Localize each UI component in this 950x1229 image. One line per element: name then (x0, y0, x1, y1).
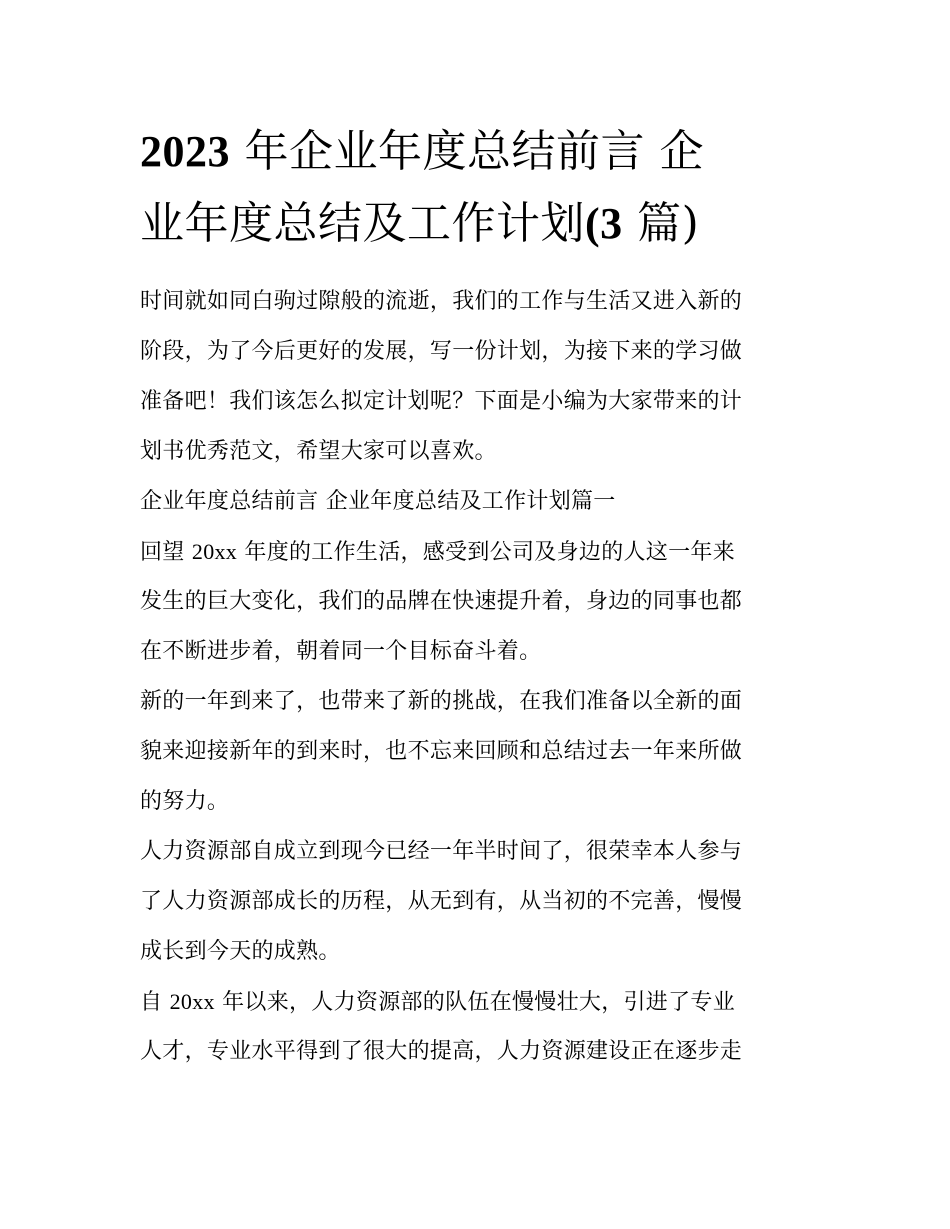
body-line: 新的一年到来了，也带来了新的挑战，在我们准备以全新的面 (140, 689, 743, 714)
body-line: 貌来迎接新年的到来时，也不忘来回顾和总结过去一年来所做 (140, 739, 743, 764)
body-line-year: 20xx (191, 539, 238, 564)
title-line-1-text: 年企业年度总结前言 企 (230, 126, 704, 177)
title-year: 2023 (140, 127, 230, 176)
title-count: (3 (585, 199, 623, 248)
body-line: 了人力资源部成长的历程，从无到有，从当初的不完善，慢慢 (140, 889, 743, 914)
body-line: 阶段，为了今后更好的发展，写一份计划，为接下来的学习做 (140, 339, 743, 364)
body-line: 在不断进步着，朝着同一个目标奋斗着。 (140, 639, 542, 664)
body-line-text: 回望 (140, 540, 192, 565)
document-title (140, 116, 820, 260)
body-line: 的努力。 (140, 789, 230, 814)
body-line: 成长到今天的成熟。 (140, 939, 341, 964)
body-line-text: 年以来，人力资源部的队伍在慢慢壮大，引进了专业 (214, 990, 735, 1015)
title-line-1 (140, 116, 820, 188)
document-body (140, 277, 812, 1077)
body-line-text: 年度的工作生活，感受到公司及身边的人这一年来 (237, 540, 736, 565)
body-line: 时间就如同白驹过隙般的流逝，我们的工作与生活又进入新的 (140, 289, 743, 314)
body-line: 发生的巨大变化，我们的品牌在快速提升着，身边的同事也都 (140, 589, 743, 614)
title-line-2-text-a: 业年度总结及工作计划 (140, 198, 585, 249)
title-line-2 (140, 188, 820, 260)
body-line (140, 977, 812, 1027)
section-heading: 企业年度总结前言 企业年度总结及工作计划篇一 (140, 489, 616, 514)
body-line-year: 20xx (169, 989, 215, 1014)
body-line (140, 527, 812, 577)
body-line: 人才，专业水平得到了很大的提高，人力资源建设正在逐步走 (140, 1039, 743, 1064)
body-line: 划书优秀范文，希望大家可以喜欢。 (140, 439, 497, 464)
body-line: 准备吧！我们该怎么拟定计划呢？下面是小编为大家带来的计 (140, 389, 743, 414)
body-line: 人力资源部自成立到现今已经一年半时间了，很荣幸本人参与 (140, 839, 743, 864)
body-line-text: 自 (140, 990, 170, 1015)
title-line-2-text-b: 篇) (622, 198, 700, 249)
